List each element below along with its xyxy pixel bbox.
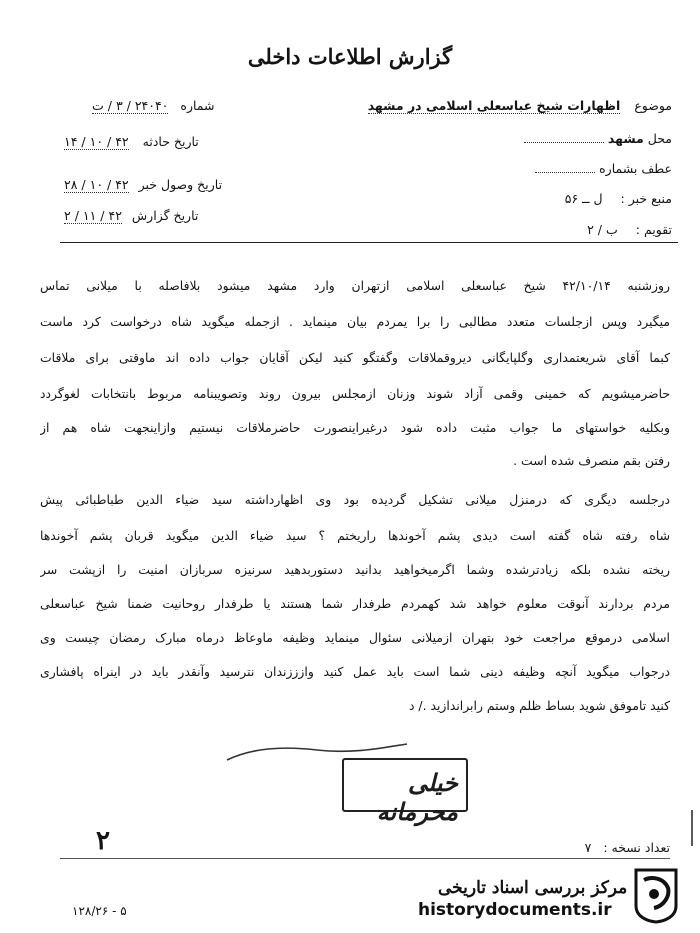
rating-label: تقویم [643, 222, 672, 237]
source-label: منبع خبر [628, 191, 672, 206]
body-line: مردم بردارند آنوقت معلوم خواهد شد کهمردم طرفدار شما هستند یا طرفدار روحانیت ضمنا شیخ عباسعلی [40, 596, 670, 611]
received-date-value: ۴۲ / ۱۰ / ۲۸ [64, 177, 129, 192]
body-line: درجلسه دیگری که درمنزل میلانی تشکیل گردیده بود وی اظهارداشته سید ضیاء الدین طباطبائی پیش [40, 492, 670, 507]
footer-code: ۱۲۸/۲۶ - ۵ [72, 904, 127, 918]
body-line: کنید تاموفق شوید بساط ظلم وستم رابراندازید ./ د [408, 698, 670, 713]
reference-dots [535, 172, 595, 173]
number-label: شماره [180, 98, 215, 113]
incident-date-row [64, 134, 199, 150]
body-line: اسلامی درموقع مراجعت خود بتهران ازمیلانی سئوال مینماید وظیفه ماوعاظ درماه مبارک رمضان چیست وی [40, 630, 670, 645]
location-dots [524, 142, 604, 143]
incident-date-label: تاریخ حادثه [142, 134, 199, 149]
body-line: شاه رفته شاه گفته است دیدی پشم آخوندها راریختم ؟ سید ضیاء الدین میگوید قربان پشم آخوندها [40, 528, 670, 543]
copies-row [585, 840, 670, 855]
rating-value: ب / ۲ [587, 222, 618, 237]
margin-mark [686, 808, 698, 848]
header-divider [60, 242, 678, 243]
number-value: ۲۴۰۴۰ / ۳ / ت [92, 98, 169, 113]
body-line: درجواب میگوید آنچه وظیفه دینی شما است باید عمل کنید وازززندان نترسید وآنقدر باید در اینراه پافشاری [40, 664, 670, 679]
margin-handwritten-number: ۲ [96, 826, 110, 856]
received-date-label: تاریخ وصول خبر [138, 177, 223, 192]
body-line: میگیرد وپس ازجلسات متعدد مطالبی را برا یمردم بیان مینماید . ازجمله میگوید شاه درخواست کرد ماست [40, 314, 670, 329]
rating-row: تقویم : ب / ۲ [587, 222, 672, 237]
body-line: رفتن بقم منصرف شده است . [513, 453, 670, 468]
report-date-value: ۴۲ / ۱۱ / ۲ [64, 208, 122, 223]
reference-label: عطف بشماره [599, 161, 672, 176]
watermark-name: مرکز بررسی اسناد تاریخی [438, 878, 628, 898]
body-line: کبما آقای شریعتمداری وگلپایگانی دیروقملاقات وگفتگو کنید لیکن آقایان جواب داده اند ماوقتی برای ملاقات [40, 350, 670, 365]
copies-label: تعداد نسخه : [603, 840, 670, 855]
report-date-label: تاریخ گزارش [131, 208, 199, 223]
location-row [524, 131, 672, 146]
subject-label: موضوع [634, 98, 672, 113]
watermark-url: historydocuments.ir [418, 900, 612, 920]
classification-stamp [342, 758, 468, 826]
body-line: حاضرمیشویم که خمینی وقمی آزاد شوند وزنان ازمجلس بیرون روند وتصویبنامه مربوط بانتخابات لغوگردد [40, 386, 670, 401]
subject-row [368, 98, 672, 114]
body-line: وبکلیه خواستهای ما جواب مثبت داده شود درغیراینصورت حاضرملاقات نیستیم وازاینجهت شاه هم از [40, 420, 670, 435]
location-value: مشهد [607, 131, 644, 146]
body-line: روزشنبه ۴۲/۱۰/۱۴ شیخ عباسعلی اسلامی ازتهران وارد مشهد میشود بلافاصله با میلانی تماس [40, 278, 670, 293]
document-title: گزارش اطلاعات داخلی [247, 44, 453, 69]
stamp-text: خیلی محرمانه [376, 768, 458, 826]
received-date-row [64, 177, 222, 193]
reference-row [535, 161, 672, 176]
copies-value: ۷ [584, 840, 592, 855]
subject-value: اظهارات شیخ عباسعلی اسلامی در مشهد [367, 98, 621, 113]
source-value: ل ــ ۵۶ [564, 191, 603, 206]
location-label: محل [647, 131, 672, 146]
report-date-row [64, 208, 198, 224]
footer-divider [60, 858, 670, 859]
archive-logo-icon [630, 866, 682, 924]
number-row [92, 98, 215, 114]
source-row: منبع خبر : ل ــ ۵۶ [564, 191, 672, 206]
body-line: ریخته نشده بلکه زیادترشده وشما اگرمیخواهید بدانید دستوربدهید سرنیزه سربازان امنیت را ازپشت سر [40, 562, 670, 577]
incident-date-value: ۴۲ / ۱۰ / ۱۴ [64, 134, 129, 149]
